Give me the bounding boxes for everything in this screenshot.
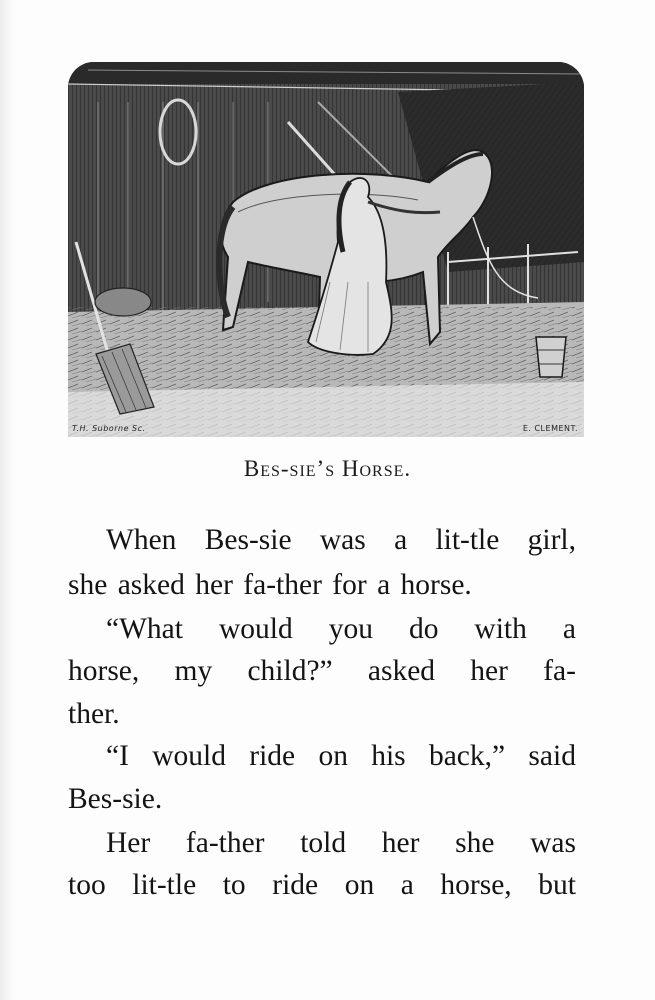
word: my <box>174 655 213 687</box>
word: girl, <box>527 524 576 556</box>
word: fa- <box>543 655 576 687</box>
word: ther. <box>68 698 120 730</box>
word: When <box>106 524 177 556</box>
word: would <box>152 740 226 772</box>
word: back,” <box>428 740 506 772</box>
text-line <box>68 520 576 560</box>
barn-scene-image <box>68 62 584 437</box>
word: on <box>344 869 375 901</box>
word: she <box>455 827 495 859</box>
word: “What <box>106 613 183 645</box>
word: her <box>195 569 244 601</box>
word: too <box>68 869 106 901</box>
word: told <box>300 827 347 859</box>
word: do <box>408 613 439 645</box>
word: child?” <box>247 655 333 687</box>
word: you <box>328 613 373 645</box>
word: ride <box>249 740 296 772</box>
artist-signature: E. CLEMENT. <box>522 424 578 433</box>
word: horse, <box>68 655 140 687</box>
word: asked <box>367 655 436 687</box>
text-line <box>68 823 576 863</box>
word: Bes-sie. <box>68 783 163 815</box>
word: Bes-sie <box>204 524 292 556</box>
word: her <box>381 827 420 859</box>
story-body <box>68 520 576 920</box>
word: fa-ther <box>243 569 333 601</box>
word: ride <box>272 869 319 901</box>
word: was <box>530 827 576 859</box>
word: she <box>68 569 118 601</box>
word: a <box>562 613 576 645</box>
word: a <box>400 869 414 901</box>
word: lit-tle <box>132 869 197 901</box>
word: his <box>371 740 406 772</box>
word: said <box>528 740 576 772</box>
word: asked <box>117 569 196 601</box>
text-line <box>68 736 576 776</box>
word: Her <box>106 827 151 859</box>
word: a <box>377 569 401 601</box>
word: with <box>474 613 527 645</box>
engraver-signature: T.H. Suborne Sc. <box>72 424 146 433</box>
text-line <box>68 651 576 691</box>
page-edge-shadow <box>0 0 14 1000</box>
word: her <box>470 655 508 687</box>
word: on <box>318 740 348 772</box>
text-line <box>68 779 576 819</box>
word: would <box>218 613 293 645</box>
word: for <box>332 569 378 601</box>
text-line <box>68 609 576 649</box>
word: horse. <box>400 569 472 601</box>
word: lit-tle <box>435 524 500 556</box>
word: “I <box>106 740 129 772</box>
text-line <box>68 865 576 905</box>
word: horse, <box>440 869 512 901</box>
text-line <box>68 694 576 734</box>
word: fa-ther <box>185 827 265 859</box>
story-title: Bes-sie’s Horse. <box>243 456 412 481</box>
text-line <box>68 565 576 605</box>
engraving-illustration <box>68 62 584 437</box>
word: to <box>222 869 246 901</box>
word: but <box>538 869 576 901</box>
word: was <box>319 524 366 556</box>
word: a <box>394 524 408 556</box>
